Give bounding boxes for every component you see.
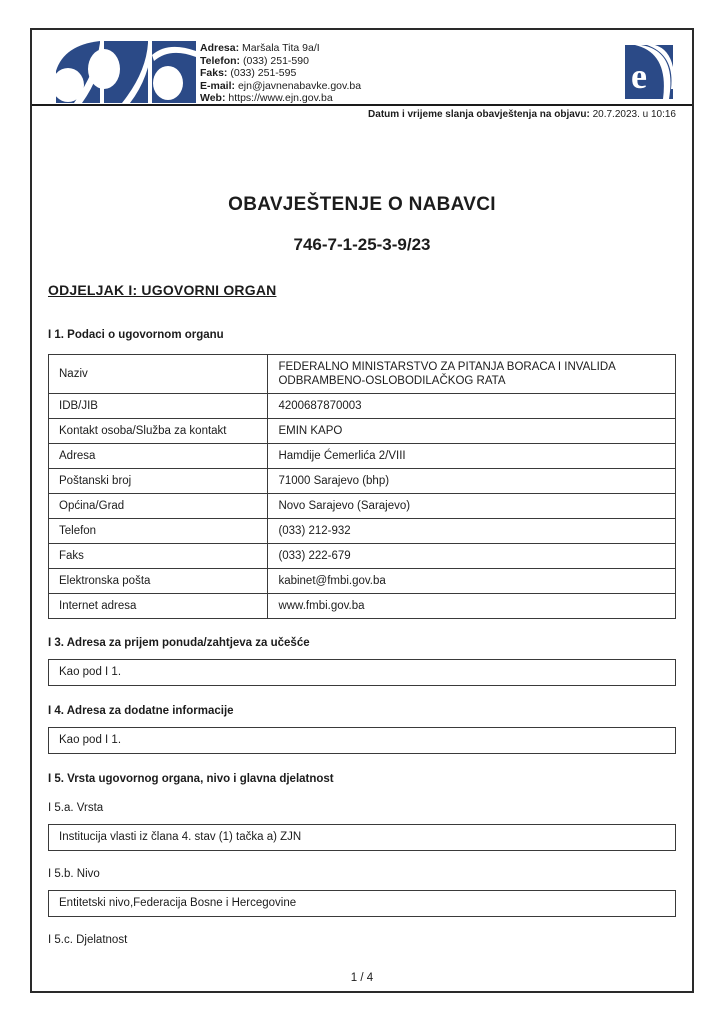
table-row bbox=[49, 444, 676, 469]
row-value: kabinet@fmbi.gov.ba bbox=[268, 569, 676, 594]
row-label: IDB/JIB bbox=[49, 394, 268, 419]
table-row bbox=[49, 544, 676, 569]
row-label: Općina/Grad bbox=[49, 494, 268, 519]
document-body bbox=[32, 194, 692, 946]
document-title: OBAVJEŠTENJE O NABAVCI bbox=[228, 194, 496, 215]
table-row bbox=[49, 594, 676, 619]
row-label: Naziv bbox=[49, 355, 268, 394]
row-value: EMIN KAPO bbox=[268, 419, 676, 444]
table-row bbox=[49, 355, 676, 394]
contact-line-email: E-mail: ejn@javnenabavke.gov.ba bbox=[200, 79, 362, 92]
row-value: FEDERALNO MINISTARSTVO ZA PITANJA BORACA I INVALIDA ODBRAMBENO-OSLOBODILAČKOG RATA bbox=[268, 355, 676, 394]
row-value: 71000 Sarajevo (bhp) bbox=[268, 469, 676, 494]
row-label: Poštanski broj bbox=[49, 469, 268, 494]
ejn-logo-icon bbox=[56, 41, 196, 108]
row-label: Internet adresa bbox=[49, 594, 268, 619]
section-i5b-value-box: Entitetski nivo,Federacija Bosne i Hercegovine bbox=[48, 890, 676, 917]
table-row bbox=[49, 419, 676, 444]
section-i5a-heading: I 5.a. Vrsta bbox=[48, 802, 104, 814]
row-label: Faks bbox=[49, 544, 268, 569]
document-header bbox=[32, 30, 692, 106]
section-i3-value-box: Kao pod I 1. bbox=[48, 659, 676, 686]
row-value: 4200687870003 bbox=[268, 394, 676, 419]
contact-line-telefon: Telefon: (033) 251-590 bbox=[200, 54, 309, 67]
contact-line-faks: Faks: (033) 251-595 bbox=[200, 67, 297, 80]
row-label: Elektronska pošta bbox=[49, 569, 268, 594]
section-i5b-heading: I 5.b. Nivo bbox=[48, 868, 100, 880]
table-row bbox=[49, 469, 676, 494]
row-label: Adresa bbox=[49, 444, 268, 469]
table-row bbox=[49, 519, 676, 544]
subsection-i1-heading: I 1. Podaci o ugovornom organu bbox=[48, 329, 224, 341]
section-i4-heading: I 4. Adresa za dodatne informacije bbox=[48, 705, 234, 717]
contracting-authority-table bbox=[48, 354, 676, 619]
row-value: (033) 212-932 bbox=[268, 519, 676, 544]
section-i5-heading: I 5. Vrsta ugovornog organa, nivo i glavna djelatnost bbox=[48, 773, 334, 785]
document-page bbox=[30, 28, 694, 993]
contact-line-adresa: Adresa: Maršala Tita 9a/I bbox=[200, 42, 320, 54]
svg-text:e: e bbox=[631, 56, 647, 96]
section-i4-value-box: Kao pod I 1. bbox=[48, 727, 676, 754]
table-row bbox=[49, 494, 676, 519]
section-i5a-value-box: Institucija vlasti iz člana 4. stav (1) tačka a) ZJN bbox=[48, 824, 676, 851]
row-label: Kontakt osoba/Služba za kontakt bbox=[49, 419, 268, 444]
section-i-heading: ODJELJAK I: UGOVORNI ORGAN bbox=[48, 282, 277, 298]
section-i3-heading: I 3. Adresa za prijem ponuda/zahtjeva za učešće bbox=[48, 637, 310, 649]
row-value: (033) 222-679 bbox=[268, 544, 676, 569]
table-row bbox=[49, 569, 676, 594]
row-value: www.fmbi.gov.ba bbox=[268, 594, 676, 619]
row-value: Hamdije Ćemerlića 2/VIII bbox=[268, 444, 676, 469]
section-i5c-heading: I 5.c. Djelatnost bbox=[48, 934, 128, 946]
contact-line-web: Web: https://www.ejn.gov.ba bbox=[200, 92, 333, 105]
row-label: Telefon bbox=[49, 519, 268, 544]
table-row bbox=[49, 394, 676, 419]
row-value: Novo Sarajevo (Sarajevo) bbox=[268, 494, 676, 519]
page-number: 1 / 4 bbox=[350, 972, 374, 984]
e-portal-logo-icon bbox=[625, 45, 673, 104]
publish-date-line: Datum i vrijeme slanja obavještenja na objavu: 20.7.2023. u 10:16 bbox=[368, 109, 676, 120]
agency-contact-block bbox=[200, 42, 361, 105]
procurement-number: 746-7-1-25-3-9/23 bbox=[293, 235, 431, 254]
